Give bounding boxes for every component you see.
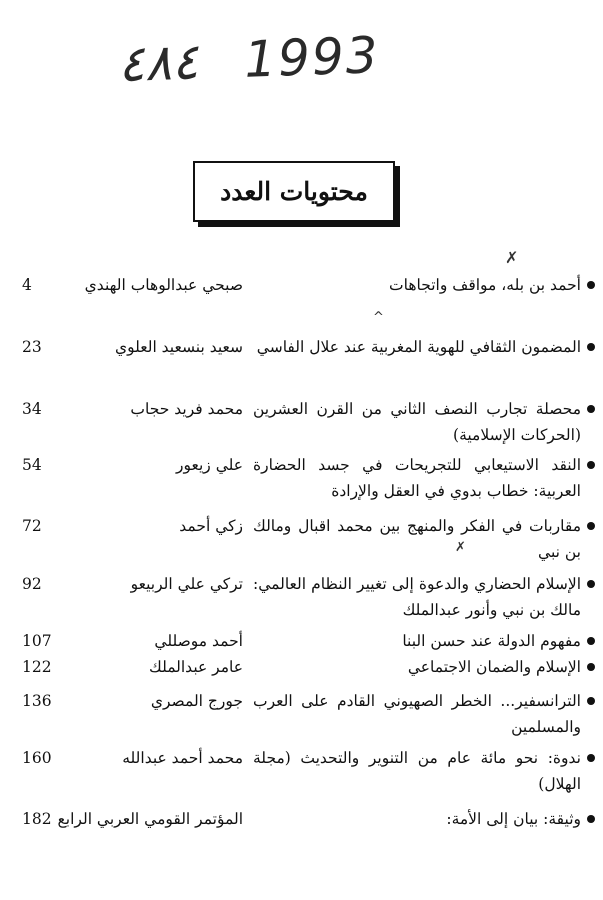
article-title: الإسلام والضمان الاجتماعي xyxy=(407,658,581,676)
page-number: 136 xyxy=(22,692,52,710)
bullet-icon xyxy=(587,815,595,823)
pen-check-mark-2: ✗ xyxy=(455,540,466,555)
article-title: المضمون الثقافي للهوية المغربية عند علال الفاسي xyxy=(256,338,581,356)
article-author: تركي علي الربيعو xyxy=(130,575,243,593)
bullet-icon xyxy=(587,522,595,530)
page-number: 107 xyxy=(22,632,52,650)
article-author: صبحي عبدالوهاب الهندي xyxy=(84,276,243,294)
page-number: 4 xyxy=(22,276,32,294)
handwritten-year: 1993 xyxy=(243,26,381,89)
article-author: أحمد موصللي xyxy=(154,632,243,650)
bullet-icon xyxy=(587,663,595,671)
bullet-icon xyxy=(587,754,595,762)
article-author: عامر عبدالملك xyxy=(149,658,243,676)
page-number: 72 xyxy=(22,517,42,535)
article-author: محمد فريد حجاب xyxy=(130,400,243,418)
bullet-icon xyxy=(587,580,595,588)
page-number: 182 xyxy=(22,810,52,828)
page-number: 122 xyxy=(22,658,52,676)
bullet-icon xyxy=(587,405,595,413)
article-title: مقاربات في الفكر والمنهج بين محمد اقبال ومالك بن نبي xyxy=(253,517,581,561)
article-title: الإسلام الحضاري والدعوة إلى تغيير النظام العالمي: مالك بن نبي وأنور عبدالملك xyxy=(253,575,581,619)
page-number: 54 xyxy=(22,456,42,474)
page-number: 34 xyxy=(22,400,42,418)
handwritten-annotation xyxy=(117,25,419,105)
page-number: 23 xyxy=(22,338,42,356)
article-title: محصلة تجارب النصف الثاني من القرن العشرين (الحركات الإسلامية) xyxy=(253,400,581,444)
handwritten-code: ٤٨٤ xyxy=(116,32,200,94)
article-title: مفهوم الدولة عند حسن البنا xyxy=(402,632,581,650)
article-author: زكي أحمد xyxy=(179,517,243,535)
bullet-icon xyxy=(587,343,595,351)
pen-caret-mark: ^ xyxy=(373,310,384,325)
pen-check-mark: ✗ xyxy=(505,248,519,267)
article-title: النقد الاستيعابي للتجريحات في جسد الحضارة العربية: خطاب بدوي في العقل والإرادة xyxy=(253,456,581,500)
bullet-icon xyxy=(587,461,595,469)
bullet-icon xyxy=(587,281,595,289)
article-title: وثيقة: بيان إلى الأمة: xyxy=(446,810,581,828)
article-author: جورج المصري xyxy=(150,692,243,710)
page-number: 92 xyxy=(22,575,42,593)
article-title: ندوة: نحو مائة عام من التنوير والتحديث (مجلة الهلال) xyxy=(253,749,581,793)
bullet-icon xyxy=(587,637,595,645)
article-title: أحمد بن بله، مواقف واتجاهات xyxy=(389,276,581,294)
article-author: محمد أحمد عبدالله xyxy=(122,749,243,767)
article-author: سعيد بنسعيد العلوي xyxy=(114,338,243,356)
article-author: المؤتمر القومي العربي الرابع xyxy=(57,810,243,828)
article-author: علي زيعور xyxy=(176,456,243,474)
page-number: 160 xyxy=(22,749,52,767)
bullet-icon xyxy=(587,697,595,705)
page-title: محتويات العدد xyxy=(193,161,395,222)
article-title: الترانسفير... الخطر الصهيوني القادم على العرب والمسلمين xyxy=(253,692,581,736)
